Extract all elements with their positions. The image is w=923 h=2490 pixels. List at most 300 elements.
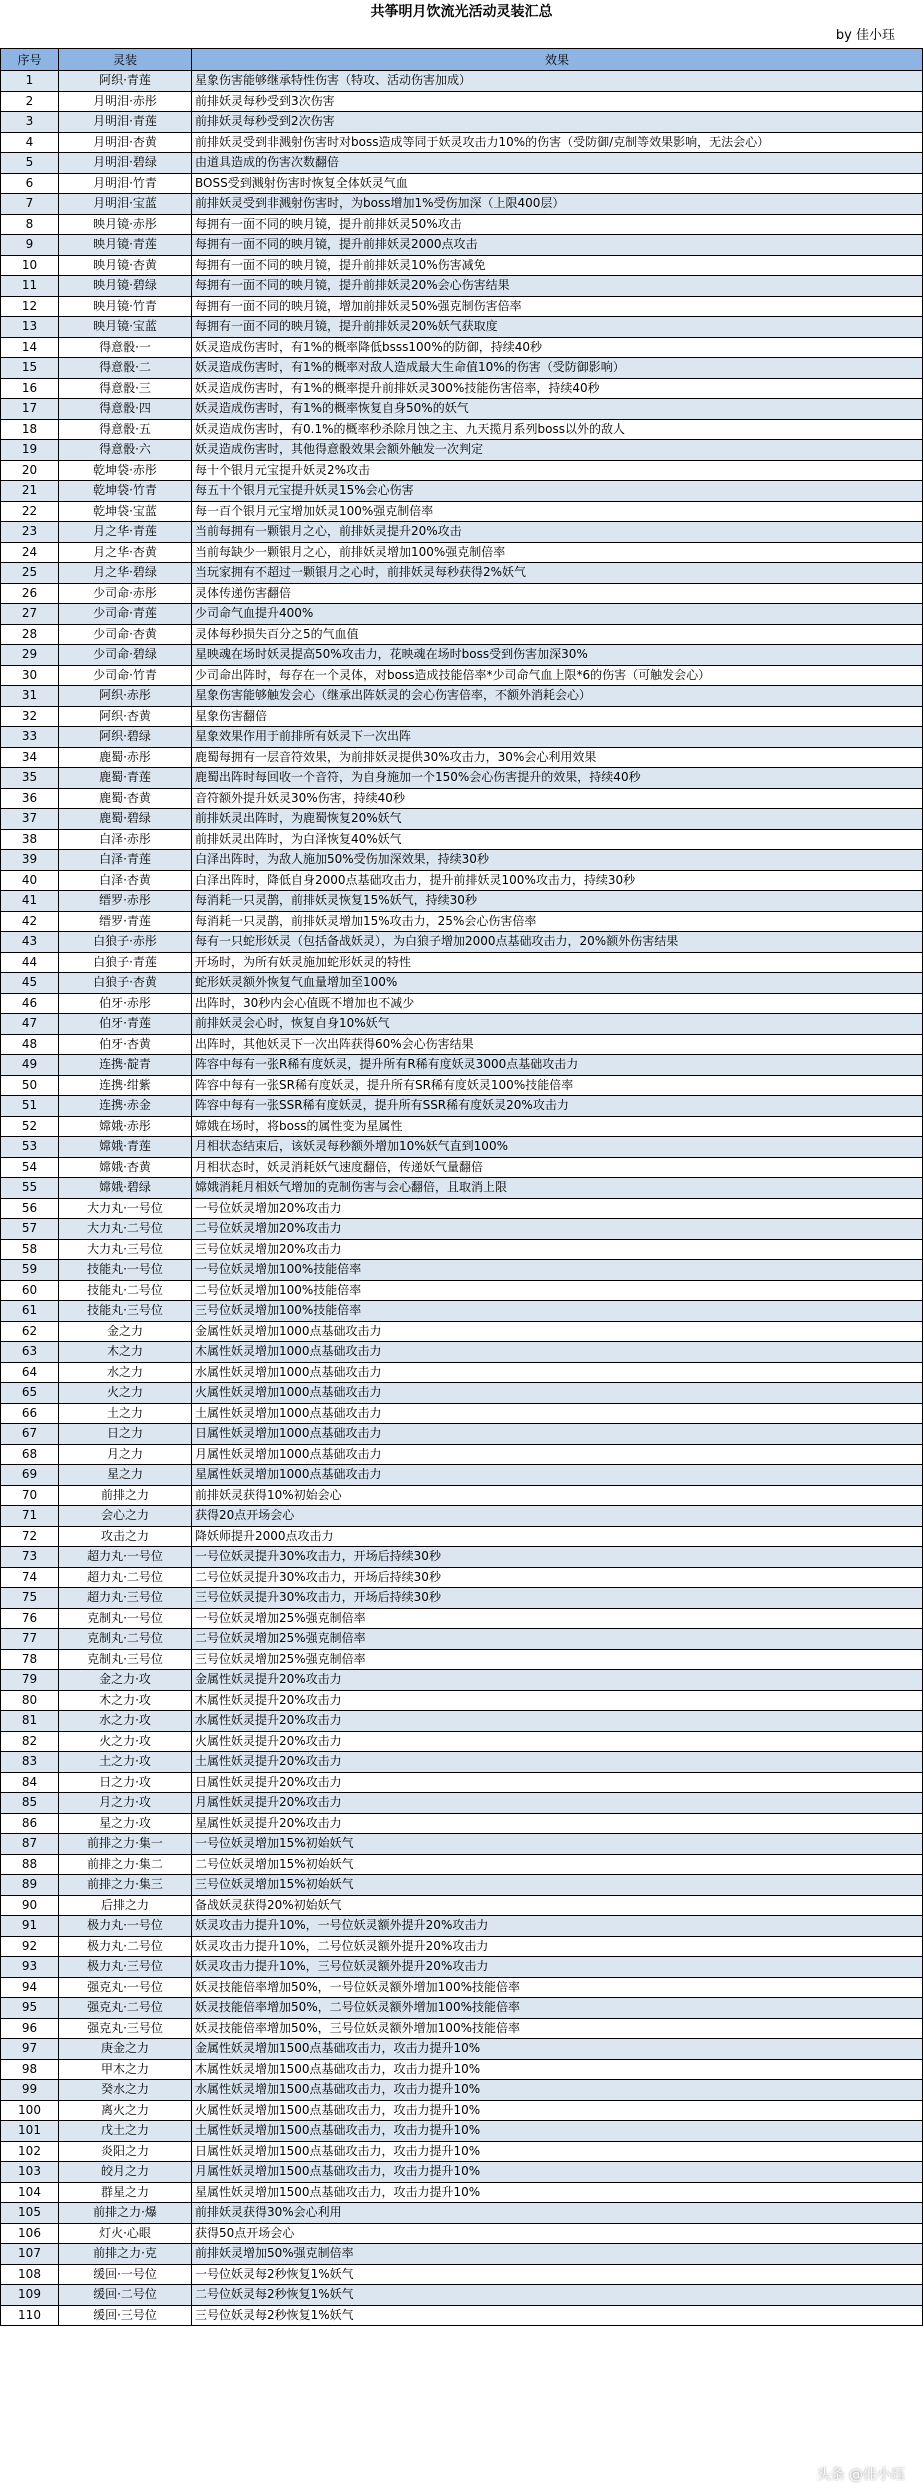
table-row <box>1 2080 923 2101</box>
table-row <box>1 1957 923 1978</box>
table-row <box>1 665 923 686</box>
header-name: 灵装 <box>59 49 192 71</box>
table-row <box>1 563 923 584</box>
table-row <box>1 1342 923 1363</box>
row-number: 48 <box>1 1034 59 1055</box>
item-name: 月之力·攻 <box>59 1793 192 1814</box>
item-effect: 一号位妖灵增加20%攻击力 <box>192 1198 923 1219</box>
item-effect: 白泽出阵时，降低自身2000点基础攻击力，提升前排妖灵100%攻击力，持续30秒 <box>192 870 923 891</box>
table-row <box>1 645 923 666</box>
item-effect: 一号位妖灵提升30%攻击力，开场后持续30秒 <box>192 1547 923 1568</box>
item-effect: 每拥有一面不同的映月镜，提升前排妖灵20%会心伤害结果 <box>192 276 923 297</box>
row-number: 2 <box>1 91 59 112</box>
row-number: 87 <box>1 1834 59 1855</box>
row-number: 89 <box>1 1875 59 1896</box>
item-name: 极力丸·三号位 <box>59 1957 192 1978</box>
table-body <box>1 71 923 2326</box>
table-row <box>1 1219 923 1240</box>
item-name: 技能丸·一号位 <box>59 1260 192 1281</box>
item-effect: 月属性妖灵增加1500点基础攻击力，攻击力提升10% <box>192 2162 923 2183</box>
table-row <box>1 1034 923 1055</box>
item-name: 得意骰·四 <box>59 399 192 420</box>
item-name: 连携·靛青 <box>59 1055 192 1076</box>
item-name: 后排之力 <box>59 1895 192 1916</box>
item-effect: 土属性妖灵提升20%攻击力 <box>192 1752 923 1773</box>
item-name: 伯牙·杏黄 <box>59 1034 192 1055</box>
row-number: 93 <box>1 1957 59 1978</box>
row-number: 40 <box>1 870 59 891</box>
item-effect: 二号位妖灵增加100%技能倍率 <box>192 1280 923 1301</box>
table-row <box>1 214 923 235</box>
row-number: 17 <box>1 399 59 420</box>
row-number: 80 <box>1 1690 59 1711</box>
row-number: 66 <box>1 1403 59 1424</box>
table-row <box>1 1936 923 1957</box>
item-name: 超力丸·三号位 <box>59 1588 192 1609</box>
row-number: 30 <box>1 665 59 686</box>
item-name: 土之力·攻 <box>59 1752 192 1773</box>
item-name: 星之力·攻 <box>59 1813 192 1834</box>
table-row <box>1 2121 923 2142</box>
row-number: 27 <box>1 604 59 625</box>
item-name: 攻击之力 <box>59 1526 192 1547</box>
item-effect: 妖灵造成伤害时，有1%的概率降低bsss100%的防御，持续40秒 <box>192 337 923 358</box>
row-number: 45 <box>1 973 59 994</box>
item-effect: 妖灵技能倍率增加50%，一号位妖灵额外增加100%技能倍率 <box>192 1977 923 1998</box>
table-row <box>1 1362 923 1383</box>
item-name: 月明泪·竹青 <box>59 173 192 194</box>
item-name: 大力丸·三号位 <box>59 1239 192 1260</box>
item-effect: 日属性妖灵增加1000点基础攻击力 <box>192 1424 923 1445</box>
item-name: 映月镜·宝蓝 <box>59 317 192 338</box>
row-number: 8 <box>1 214 59 235</box>
item-name: 大力丸·一号位 <box>59 1198 192 1219</box>
item-effect: 木属性妖灵增加1000点基础攻击力 <box>192 1342 923 1363</box>
table-row <box>1 1424 923 1445</box>
row-number: 91 <box>1 1916 59 1937</box>
table-row <box>1 2162 923 2183</box>
table-row <box>1 2244 923 2265</box>
item-name: 缙罗·赤彤 <box>59 891 192 912</box>
item-effect: 前排妖灵会心时，恢复自身10%妖气 <box>192 1014 923 1035</box>
table-row <box>1 911 923 932</box>
row-number: 28 <box>1 624 59 645</box>
table-row <box>1 276 923 297</box>
item-effect: 妖灵造成伤害时，有0.1%的概率秒杀除月蚀之主、九天揽月系列boss以外的敌人 <box>192 419 923 440</box>
item-effect: 一号位妖灵增加15%初始妖气 <box>192 1834 923 1855</box>
table-row <box>1 1137 923 1158</box>
table-row <box>1 2182 923 2203</box>
item-name: 大力丸·二号位 <box>59 1219 192 1240</box>
item-effect: 木属性妖灵提升20%攻击力 <box>192 1690 923 1711</box>
item-effect: 每有一只蛇形妖灵（包括备战妖灵），为白狼子增加2000点基础攻击力，20%额外伤害结果 <box>192 932 923 953</box>
item-effect: 星属性妖灵增加1000点基础攻击力 <box>192 1465 923 1486</box>
item-name: 戊土之力 <box>59 2121 192 2142</box>
row-number: 70 <box>1 1485 59 1506</box>
row-number: 71 <box>1 1506 59 1527</box>
table-row <box>1 788 923 809</box>
item-effect: 妖灵攻击力提升10%，二号位妖灵额外提升20%攻击力 <box>192 1936 923 1957</box>
table-row <box>1 1321 923 1342</box>
item-effect: 阵容中每有一张SSR稀有度妖灵，提升所有SSR稀有度妖灵20%攻击力 <box>192 1096 923 1117</box>
item-effect: BOSS受到溅射伤害时恢复全体妖灵气血 <box>192 173 923 194</box>
table-row <box>1 1813 923 1834</box>
table-row <box>1 1875 923 1896</box>
table-row <box>1 1711 923 1732</box>
item-effect: 备战妖灵获得20%初始妖气 <box>192 1895 923 1916</box>
table-row <box>1 542 923 563</box>
item-effect: 少司命气血提升400% <box>192 604 923 625</box>
table-row <box>1 1075 923 1096</box>
item-effect: 土属性妖灵增加1000点基础攻击力 <box>192 1403 923 1424</box>
item-name: 灯火·心眼 <box>59 2223 192 2244</box>
item-name: 映月镜·竹青 <box>59 296 192 317</box>
table-row <box>1 1567 923 1588</box>
author-credit: by 佳小珏 <box>835 28 895 43</box>
table-row <box>1 1608 923 1629</box>
table-row <box>1 501 923 522</box>
table-row <box>1 1260 923 1281</box>
item-name: 月明泪·青莲 <box>59 112 192 133</box>
item-name: 火之力 <box>59 1383 192 1404</box>
row-number: 52 <box>1 1116 59 1137</box>
table-row <box>1 1526 923 1547</box>
item-name: 月之力 <box>59 1444 192 1465</box>
item-effect: 当前每拥有一颗银月之心，前排妖灵提升20%攻击 <box>192 522 923 543</box>
item-effect: 灵体传递伤害翻倍 <box>192 583 923 604</box>
table-row <box>1 378 923 399</box>
item-effect: 一号位妖灵每2秒恢复1%妖气 <box>192 2264 923 2285</box>
table-row <box>1 173 923 194</box>
row-number: 77 <box>1 1629 59 1650</box>
item-effect: 三号位妖灵增加15%初始妖气 <box>192 1875 923 1896</box>
item-name: 前排之力 <box>59 1485 192 1506</box>
row-number: 51 <box>1 1096 59 1117</box>
table-row <box>1 706 923 727</box>
item-name: 白狼子·杏黄 <box>59 973 192 994</box>
row-number: 72 <box>1 1526 59 1547</box>
table-row <box>1 1301 923 1322</box>
item-effect: 嫦娥消耗月相妖气增加的克制伤害与会心翻倍，且取消上限 <box>192 1178 923 1199</box>
row-number: 82 <box>1 1731 59 1752</box>
table-row <box>1 440 923 461</box>
row-number: 65 <box>1 1383 59 1404</box>
table-row <box>1 809 923 830</box>
table-row <box>1 2285 923 2306</box>
item-name: 月明泪·宝蓝 <box>59 194 192 215</box>
row-number: 14 <box>1 337 59 358</box>
row-number: 10 <box>1 255 59 276</box>
item-effect: 出阵时，其他妖灵下一次出阵获得60%会心伤害结果 <box>192 1034 923 1055</box>
table-row <box>1 993 923 1014</box>
table-row <box>1 2203 923 2224</box>
table-row <box>1 1239 923 1260</box>
row-number: 107 <box>1 2244 59 2265</box>
item-effect: 开场时，为所有妖灵施加蛇形妖灵的特性 <box>192 952 923 973</box>
item-effect: 土属性妖灵增加1500点基础攻击力，攻击力提升10% <box>192 2121 923 2142</box>
item-effect: 每消耗一只灵鹊，前排妖灵增加15%攻击力，25%会心伤害倍率 <box>192 911 923 932</box>
item-name: 超力丸·二号位 <box>59 1567 192 1588</box>
item-effect: 星映魂在场时妖灵提高50%攻击力，花映魂在场时boss受到伤害加深30% <box>192 645 923 666</box>
item-effect: 金属性妖灵提升20%攻击力 <box>192 1670 923 1691</box>
item-name: 前排之力·集二 <box>59 1854 192 1875</box>
item-effect: 三号位妖灵增加20%攻击力 <box>192 1239 923 1260</box>
row-number: 76 <box>1 1608 59 1629</box>
item-effect: 每拥有一面不同的映月镜，增加前排妖灵50%强克制伤害倍率 <box>192 296 923 317</box>
table-row <box>1 255 923 276</box>
item-effect: 水属性妖灵提升20%攻击力 <box>192 1711 923 1732</box>
item-effect: 月相状态时，妖灵消耗妖气速度翻倍，传递妖气量翻倍 <box>192 1157 923 1178</box>
item-effect: 星象伤害翻倍 <box>192 706 923 727</box>
table-row <box>1 2059 923 2080</box>
item-name: 映月镜·杏黄 <box>59 255 192 276</box>
table-row <box>1 1834 923 1855</box>
item-name: 前排之力·爆 <box>59 2203 192 2224</box>
item-effect: 鹿蜀每拥有一层音符效果，为前排妖灵提供30%攻击力，30%会心利用效果 <box>192 747 923 768</box>
table-row <box>1 624 923 645</box>
item-effect: 前排妖灵出阵时，为白泽恢复40%妖气 <box>192 829 923 850</box>
item-effect: 获得20点开场会心 <box>192 1506 923 1527</box>
item-name: 克制丸·三号位 <box>59 1649 192 1670</box>
table-row <box>1 419 923 440</box>
sheet-title: 共筝明月饮流光活动灵装汇总 <box>370 4 553 20</box>
table-row <box>1 522 923 543</box>
item-effect: 金属性妖灵增加1500点基础攻击力，攻击力提升10% <box>192 2039 923 2060</box>
table-row <box>1 932 923 953</box>
row-number: 43 <box>1 932 59 953</box>
table-row <box>1 1465 923 1486</box>
item-effect: 三号位妖灵提升30%攻击力，开场后持续30秒 <box>192 1588 923 1609</box>
item-effect: 水属性妖灵增加1000点基础攻击力 <box>192 1362 923 1383</box>
row-number: 61 <box>1 1301 59 1322</box>
item-effect: 三号位妖灵增加100%技能倍率 <box>192 1301 923 1322</box>
item-name: 月之华·青莲 <box>59 522 192 543</box>
item-name: 强克丸·一号位 <box>59 1977 192 1998</box>
item-effect: 二号位妖灵增加15%初始妖气 <box>192 1854 923 1875</box>
item-effect: 获得50点开场会心 <box>192 2223 923 2244</box>
item-effect: 一号位妖灵增加25%强克制倍率 <box>192 1608 923 1629</box>
row-number: 86 <box>1 1813 59 1834</box>
item-name: 克制丸·二号位 <box>59 1629 192 1650</box>
item-effect: 水属性妖灵增加1500点基础攻击力，攻击力提升10% <box>192 2080 923 2101</box>
item-effect: 蛇形妖灵额外恢复气血量增加至100% <box>192 973 923 994</box>
row-number: 75 <box>1 1588 59 1609</box>
item-effect: 嫦娥在场时，将boss的属性变为星属性 <box>192 1116 923 1137</box>
row-number: 29 <box>1 645 59 666</box>
row-number: 103 <box>1 2162 59 2183</box>
row-number: 85 <box>1 1793 59 1814</box>
row-number: 54 <box>1 1157 59 1178</box>
item-name: 少司命·青莲 <box>59 604 192 625</box>
row-number: 26 <box>1 583 59 604</box>
item-name: 鹿蜀·碧绿 <box>59 809 192 830</box>
item-name: 离火之力 <box>59 2100 192 2121</box>
item-effect: 前排妖灵增加50%强克制倍率 <box>192 2244 923 2265</box>
item-effect: 前排妖灵每秒受到2次伤害 <box>192 112 923 133</box>
item-name: 土之力 <box>59 1403 192 1424</box>
item-name: 前排之力·集一 <box>59 1834 192 1855</box>
row-number: 37 <box>1 809 59 830</box>
item-name: 超力丸·一号位 <box>59 1547 192 1568</box>
row-number: 41 <box>1 891 59 912</box>
item-effect: 木属性妖灵增加1500点基础攻击力，攻击力提升10% <box>192 2059 923 2080</box>
item-effect: 音符额外提升妖灵30%伤害，持续40秒 <box>192 788 923 809</box>
item-effect: 三号位妖灵增加25%强克制倍率 <box>192 1649 923 1670</box>
item-effect: 妖灵技能倍率增加50%，二号位妖灵额外增加100%技能倍率 <box>192 1998 923 2019</box>
row-number: 108 <box>1 2264 59 2285</box>
item-effect: 日属性妖灵提升20%攻击力 <box>192 1772 923 1793</box>
item-effect: 月属性妖灵增加1000点基础攻击力 <box>192 1444 923 1465</box>
table-row <box>1 727 923 748</box>
table-row <box>1 747 923 768</box>
table-row <box>1 1198 923 1219</box>
row-number: 42 <box>1 911 59 932</box>
row-number: 1 <box>1 71 59 92</box>
item-effect: 星象伤害能够继承特性伤害（特攻、活动伤害加成） <box>192 71 923 92</box>
row-number: 73 <box>1 1547 59 1568</box>
table-row <box>1 850 923 871</box>
row-number: 18 <box>1 419 59 440</box>
table-row <box>1 337 923 358</box>
table-row <box>1 1014 923 1035</box>
item-effect: 每消耗一只灵鹊，前排妖灵恢复15%妖气，持续30秒 <box>192 891 923 912</box>
item-name: 乾坤袋·竹青 <box>59 481 192 502</box>
row-number: 110 <box>1 2305 59 2326</box>
table-row <box>1 1280 923 1301</box>
item-name: 映月镜·碧绿 <box>59 276 192 297</box>
table-row <box>1 194 923 215</box>
row-number: 101 <box>1 2121 59 2142</box>
item-effect: 星象伤害能够触发会心（继承出阵妖灵的会心伤害倍率，不额外消耗会心） <box>192 686 923 707</box>
row-number: 53 <box>1 1137 59 1158</box>
row-number: 59 <box>1 1260 59 1281</box>
item-effect: 当前每缺少一颗银月之心，前排妖灵增加100%强克制倍率 <box>192 542 923 563</box>
table-row <box>1 2141 923 2162</box>
row-number: 102 <box>1 2141 59 2162</box>
row-number: 100 <box>1 2100 59 2121</box>
table-row <box>1 112 923 133</box>
item-name: 月明泪·碧绿 <box>59 153 192 174</box>
table-row <box>1 1444 923 1465</box>
row-number: 5 <box>1 153 59 174</box>
table-row <box>1 1793 923 1814</box>
row-number: 9 <box>1 235 59 256</box>
table-row <box>1 1383 923 1404</box>
table-row <box>1 1096 923 1117</box>
item-effect: 每拥有一面不同的映月镜，提升前排妖灵50%攻击 <box>192 214 923 235</box>
row-number: 68 <box>1 1444 59 1465</box>
header-no: 序号 <box>1 49 59 71</box>
item-name: 嫦娥·碧绿 <box>59 1178 192 1199</box>
item-name: 少司命·赤彤 <box>59 583 192 604</box>
table-row <box>1 1670 923 1691</box>
item-effect: 降妖师提升2000点攻击力 <box>192 1526 923 1547</box>
item-name: 日之力 <box>59 1424 192 1445</box>
table-row <box>1 1772 923 1793</box>
item-name: 技能丸·三号位 <box>59 1301 192 1322</box>
table-row <box>1 2305 923 2326</box>
item-effect: 每拥有一面不同的映月镜，提升前排妖灵20%妖气获取度 <box>192 317 923 338</box>
table-row <box>1 686 923 707</box>
table-row <box>1 1916 923 1937</box>
item-effect: 日属性妖灵增加1500点基础攻击力，攻击力提升10% <box>192 2141 923 2162</box>
item-effect: 星属性妖灵提升20%攻击力 <box>192 1813 923 1834</box>
table-row <box>1 1752 923 1773</box>
row-number: 44 <box>1 952 59 973</box>
item-name: 水之力 <box>59 1362 192 1383</box>
item-name: 得意骰·三 <box>59 378 192 399</box>
item-name: 阿织·杏黄 <box>59 706 192 727</box>
table-row <box>1 1731 923 1752</box>
item-effect: 妖灵攻击力提升10%，三号位妖灵额外提升20%攻击力 <box>192 1957 923 1978</box>
item-name: 得意骰·一 <box>59 337 192 358</box>
watermark: 头条 @佳小珏 <box>816 2467 905 2483</box>
table-row <box>1 583 923 604</box>
row-number: 57 <box>1 1219 59 1240</box>
row-number: 38 <box>1 829 59 850</box>
row-number: 20 <box>1 460 59 481</box>
row-number: 23 <box>1 522 59 543</box>
table-row <box>1 2264 923 2285</box>
table-row <box>1 604 923 625</box>
row-number: 31 <box>1 686 59 707</box>
item-name: 甲木之力 <box>59 2059 192 2080</box>
item-name: 嫦娥·青莲 <box>59 1137 192 1158</box>
item-name: 庚金之力 <box>59 2039 192 2060</box>
item-name: 嫦娥·赤彤 <box>59 1116 192 1137</box>
item-effect: 二号位妖灵提升30%攻击力，开场后持续30秒 <box>192 1567 923 1588</box>
item-effect: 妖灵造成伤害时，有1%的概率恢复自身50%的妖气 <box>192 399 923 420</box>
item-name: 白泽·杏黄 <box>59 870 192 891</box>
table-row <box>1 91 923 112</box>
row-number: 95 <box>1 1998 59 2019</box>
table-row <box>1 1055 923 1076</box>
item-effect: 少司命出阵时，每存在一个灵体，对boss造成技能倍率*少司命气血上限*6的伤害（可触发会心） <box>192 665 923 686</box>
table-row <box>1 1977 923 1998</box>
item-name: 火之力·攻 <box>59 1731 192 1752</box>
item-name: 缓回·一号位 <box>59 2264 192 2285</box>
row-number: 15 <box>1 358 59 379</box>
table-row <box>1 973 923 994</box>
item-name: 得意骰·五 <box>59 419 192 440</box>
table-row <box>1 481 923 502</box>
table-row <box>1 132 923 153</box>
row-number: 97 <box>1 2039 59 2060</box>
item-name: 白狼子·青莲 <box>59 952 192 973</box>
item-effect: 鹿蜀出阵时每回收一个音符，为自身施加一个150%会心伤害提升的效果，持续40秒 <box>192 768 923 789</box>
row-number: 81 <box>1 1711 59 1732</box>
item-name: 缙罗·青莲 <box>59 911 192 932</box>
table-row <box>1 358 923 379</box>
row-number: 25 <box>1 563 59 584</box>
item-name: 金之力 <box>59 1321 192 1342</box>
item-effect: 星象效果作用于前排所有妖灵下一次出阵 <box>192 727 923 748</box>
row-number: 12 <box>1 296 59 317</box>
item-name: 乾坤袋·赤彤 <box>59 460 192 481</box>
item-effect: 每十个银月元宝提升妖灵2%攻击 <box>192 460 923 481</box>
row-number: 58 <box>1 1239 59 1260</box>
row-number: 21 <box>1 481 59 502</box>
item-name: 前排之力·克 <box>59 2244 192 2265</box>
row-number: 88 <box>1 1854 59 1875</box>
table-row <box>1 1178 923 1199</box>
row-number: 6 <box>1 173 59 194</box>
item-name: 阿织·青莲 <box>59 71 192 92</box>
item-effect: 出阵时，30秒内会心值既不增加也不减少 <box>192 993 923 1014</box>
item-name: 缓回·三号位 <box>59 2305 192 2326</box>
row-number: 39 <box>1 850 59 871</box>
table-row <box>1 1895 923 1916</box>
